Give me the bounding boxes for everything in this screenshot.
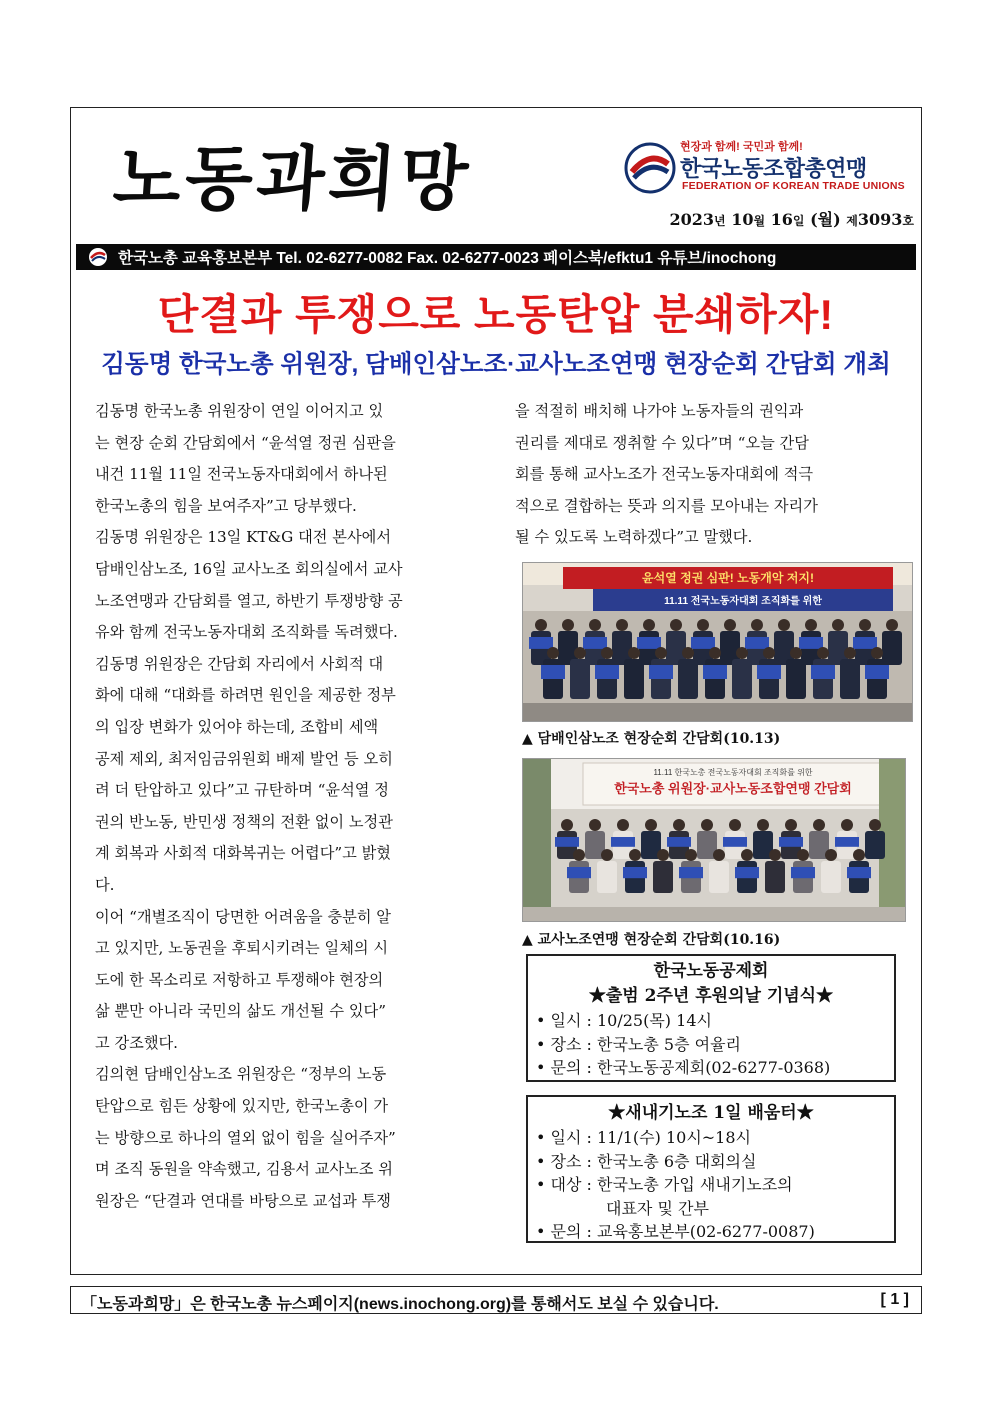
- photo1-banner-text: 윤석열 정권 심판! 노동개악 저지!: [641, 571, 815, 585]
- notice1-line: • 장소 : 한국노총 5층 여율리: [536, 1034, 741, 1054]
- subheadline: 김동명 한국노총 위원장, 담배인삼노조·교사노조연맹 현장순회 간담회 개최: [101, 351, 891, 378]
- protest-sign: [853, 637, 877, 649]
- protest-sign: [567, 867, 591, 878]
- footer: [70, 1286, 922, 1314]
- issue-month: 10: [731, 210, 754, 229]
- issue-year: 2023: [669, 210, 715, 229]
- person-head: [736, 647, 748, 659]
- article-line: 을 적절히 배치해 나가야 노동자들의 권익과: [515, 402, 804, 420]
- person-head: [859, 619, 871, 631]
- protest-sign: [555, 837, 579, 847]
- person-head: [655, 647, 667, 659]
- issue-number: 3093: [857, 210, 903, 229]
- article-line: 는 방향으로 하나의 열외 없이 힘을 실어주자”: [95, 1128, 396, 1147]
- masthead: [100, 115, 500, 225]
- person-head: [713, 849, 725, 861]
- person-head: [628, 647, 640, 659]
- notice1-line: • 일시 : 10/25(목) 14시: [536, 1011, 712, 1030]
- person-head: [841, 819, 853, 831]
- protest-sign: [611, 837, 635, 847]
- photo-tobacco-union-meeting: [522, 562, 913, 722]
- person-head: [797, 849, 809, 861]
- article-line: 김동명 한국노총 위원장이 연일 이어지고 있: [95, 402, 384, 420]
- person-head: [817, 647, 829, 659]
- person-head: [697, 619, 709, 631]
- protest-sign: [595, 665, 619, 679]
- notice2-line: • 일시 : 11/1(수) 10시~18시: [536, 1128, 751, 1147]
- person-head: [869, 819, 881, 831]
- page-number: [ 1 ]: [880, 1291, 909, 1308]
- article-line: 적으로 결합하는 뜻과 의지를 모아내는 자리가: [515, 496, 818, 515]
- notice-mutual-aid-anniversary: [526, 954, 896, 1082]
- person-head: [790, 647, 802, 659]
- article-line: 한국노총의 힘을 보여주자”고 당부했다.: [95, 496, 357, 515]
- article-line: 의 입장 변화가 있어야 하는데, 조합비 세액: [95, 717, 379, 736]
- article-line: 공제 제외, 최저임금위원회 배제 발언 등 오히: [95, 749, 393, 768]
- notice2-line-continued: 대표자 및 간부: [606, 1198, 709, 1218]
- person-head: [629, 849, 641, 861]
- person-body: [821, 861, 841, 893]
- person-head: [832, 619, 844, 631]
- person-head: [670, 619, 682, 631]
- protest-sign: [847, 867, 871, 878]
- protest-sign: [835, 837, 859, 847]
- article-line: 권의 반노동, 반민생 정책의 전환 없이 노정관: [95, 812, 393, 831]
- person-body: [840, 659, 860, 699]
- protest-sign: [757, 665, 781, 679]
- protest-sign: [811, 665, 835, 679]
- protest-sign: [735, 867, 759, 878]
- person-head: [769, 849, 781, 861]
- protest-sign: [723, 837, 747, 847]
- person-head: [657, 849, 669, 861]
- person-head: [601, 849, 613, 861]
- article-line: 원장은 “단결과 연대를 바탕으로 교섭과 투쟁: [95, 1191, 391, 1210]
- article-line: 고 강조했다.: [95, 1033, 179, 1052]
- federation-slogan: 현장과 함께! 국민과 함께!: [680, 141, 803, 153]
- article-line: 담배인삼노조, 16일 교사노조 회의실에서 교사: [95, 559, 403, 578]
- person-head: [805, 619, 817, 631]
- issue-day: 16: [770, 210, 793, 229]
- photo1-caption: ▲ 담배인삼노조 현장순회 간담회(10.13): [522, 731, 781, 747]
- protest-sign: [667, 837, 691, 847]
- person-head: [673, 819, 685, 831]
- person-head: [643, 619, 655, 631]
- person-head: [574, 647, 586, 659]
- headline: 단결과 투쟁으로 노동탄압 분쇄하자!: [157, 291, 835, 338]
- protest-sign: [779, 837, 803, 847]
- person-head: [547, 647, 559, 659]
- person-head: [729, 819, 741, 831]
- person-head: [709, 647, 721, 659]
- notice2-title: ★새내기노조 1일 배움터★: [608, 1103, 814, 1123]
- notice2-line: • 문의 : 교육홍보본부(02-6277-0087): [536, 1222, 815, 1241]
- person-head: [589, 819, 601, 831]
- person-head: [573, 849, 585, 861]
- protest-sign: [649, 665, 673, 679]
- person-head: [778, 619, 790, 631]
- person-body: [624, 659, 644, 699]
- article-line: 김동명 위원장은 13일 KT&G 대전 본사에서: [95, 528, 391, 547]
- protest-sign: [691, 637, 715, 649]
- notice1-title: 한국노동공제회: [653, 961, 769, 981]
- issue-date-line: 2023년 10월 16일 (월) 제3093호: [669, 210, 914, 229]
- person-head: [871, 647, 883, 659]
- person-head: [763, 647, 775, 659]
- person-head: [751, 619, 763, 631]
- protest-sign: [583, 637, 607, 649]
- person-head: [535, 619, 547, 631]
- article-line: 회를 통해 교사노조가 전국노동자대회에 적극: [515, 465, 814, 484]
- protest-sign: [703, 665, 727, 679]
- person-body: [709, 861, 729, 893]
- article-body-right: [515, 396, 910, 554]
- article-line: 화에 대해 “대화를 하려면 원인을 제공한 정부: [95, 686, 396, 705]
- protest-sign: [791, 867, 815, 878]
- notice-new-union-school: [526, 1095, 896, 1243]
- person-body: [653, 861, 673, 893]
- person-body: [765, 861, 785, 893]
- article-line: 탄압으로 힘든 상황에 있지만, 한국노총이 가: [95, 1097, 389, 1116]
- person-head: [589, 619, 601, 631]
- notice1-line: • 문의 : 한국노동공제회(02-6277-0368): [536, 1058, 831, 1077]
- person-head: [701, 819, 713, 831]
- article-line: 내건 11월 11일 전국노동자대회에서 하나된: [95, 465, 388, 484]
- person-head: [757, 819, 769, 831]
- person-body: [732, 659, 752, 699]
- person-body: [678, 659, 698, 699]
- contact-bar: [76, 244, 916, 270]
- protest-sign: [799, 637, 823, 649]
- article-line: 노조연맹과 간담회를 열고, 하반기 투쟁방향 공: [95, 591, 403, 610]
- protest-sign: [745, 637, 769, 649]
- article-line: 이어 “개별조직이 당면한 어려움을 충분히 알: [95, 907, 391, 926]
- photo2-caption: ▲ 교사노조연맹 현장순회 간담회(10.16): [522, 932, 781, 948]
- article-line: 계 회복과 사회적 대화복귀는 어렵다”고 밝혔: [95, 844, 391, 863]
- newsletter-title: 노동과희망: [110, 137, 475, 220]
- person-head: [741, 849, 753, 861]
- notice2-line: • 장소 : 한국노총 6층 대회의실: [536, 1151, 757, 1171]
- group-photo-2: [523, 759, 906, 922]
- person-head: [785, 819, 797, 831]
- article-line: 될 수 있도록 노력하겠다”고 말했다.: [515, 528, 753, 547]
- article-line: 권리를 제대로 쟁취할 수 있다”며 “오늘 간담: [515, 433, 809, 452]
- contact-info: 한국노총 교육홍보본부 Tel. 02-6277-0082 Fax. 02-6277-0023 페이스북/efktu1 유튜브/inochong: [118, 250, 777, 267]
- fkt-logo-icon: [88, 247, 108, 267]
- article-line: 며 조직 동원을 약속했고, 김용서 교사노조 위: [95, 1160, 393, 1179]
- notice1-subtitle: ★출범 2주년 후원의날 기념식★: [588, 986, 834, 1006]
- footer-text: 「노동과희망」은 한국노총 뉴스페이지(news.inochong.org)를 통해서도 보실 수 있습니다.: [81, 1296, 719, 1313]
- article-line: 도에 한 목소리로 저항하고 투쟁해야 현장의: [95, 970, 384, 989]
- person-head: [645, 819, 657, 831]
- person-body: [570, 659, 590, 699]
- federation-logo-block: [620, 138, 915, 198]
- person-head: [562, 619, 574, 631]
- article-line: 려 더 탄압하고 있다”고 규탄하며 “윤석열 정: [95, 781, 389, 800]
- person-head: [813, 819, 825, 831]
- article-body-left: [95, 396, 480, 1217]
- federation-name: 한국노동조합총연맹: [680, 156, 867, 181]
- person-head: [682, 647, 694, 659]
- fkt-logo-icon: [624, 142, 676, 194]
- person-head: [853, 849, 865, 861]
- article-line: 유와 함께 전국노동자대회 조직화를 독려했다.: [95, 623, 398, 642]
- article-line: 삶 뿐만 아니라 국민의 삶도 개선될 수 있다”: [95, 1002, 386, 1021]
- article-line: 는 현장 순회 간담회에서 “윤석열 정권 심판을: [95, 433, 396, 452]
- protest-sign: [623, 867, 647, 878]
- person-head: [825, 849, 837, 861]
- photo-teachers-union-meeting: [522, 758, 906, 922]
- protest-sign: [541, 665, 565, 679]
- federation-name-en: FEDERATION OF KOREAN TRADE UNIONS: [682, 180, 905, 192]
- protest-sign: [865, 665, 889, 679]
- protest-sign: [637, 637, 661, 649]
- person-head: [601, 647, 613, 659]
- person-head: [617, 819, 629, 831]
- person-head: [844, 647, 856, 659]
- article-line: 다.: [95, 875, 115, 894]
- protest-sign: [529, 637, 553, 649]
- group-photo-1: [523, 563, 913, 722]
- person-body: [597, 861, 617, 893]
- photo2-banner-text: 한국노총 위원장·교사노동조합연맹 간담회: [614, 781, 852, 796]
- person-head: [685, 849, 697, 861]
- article-line: 김동명 위원장은 간담회 자리에서 사회적 대: [95, 654, 384, 673]
- notice2-line: • 대상 : 한국노총 가입 새내기노조의: [536, 1175, 793, 1194]
- photo1-banner-sub: 11.11 전국노동자대회 조직화를 위한: [664, 596, 822, 607]
- person-head: [616, 619, 628, 631]
- issue-weekday: (월): [810, 210, 841, 229]
- article-line: 고 있지만, 노동권을 후퇴시키려는 일체의 시: [95, 939, 389, 958]
- person-head: [724, 619, 736, 631]
- person-body: [865, 831, 885, 859]
- person-body: [786, 659, 806, 699]
- photo2-banner-small: 11.11 한국노총 전국노동자대회 조직화를 위한: [653, 768, 813, 777]
- protest-sign: [679, 867, 703, 878]
- person-head: [561, 819, 573, 831]
- person-head: [886, 619, 898, 631]
- article-line: 김의현 담배인삼노조 위원장은 “정부의 노동: [95, 1065, 387, 1084]
